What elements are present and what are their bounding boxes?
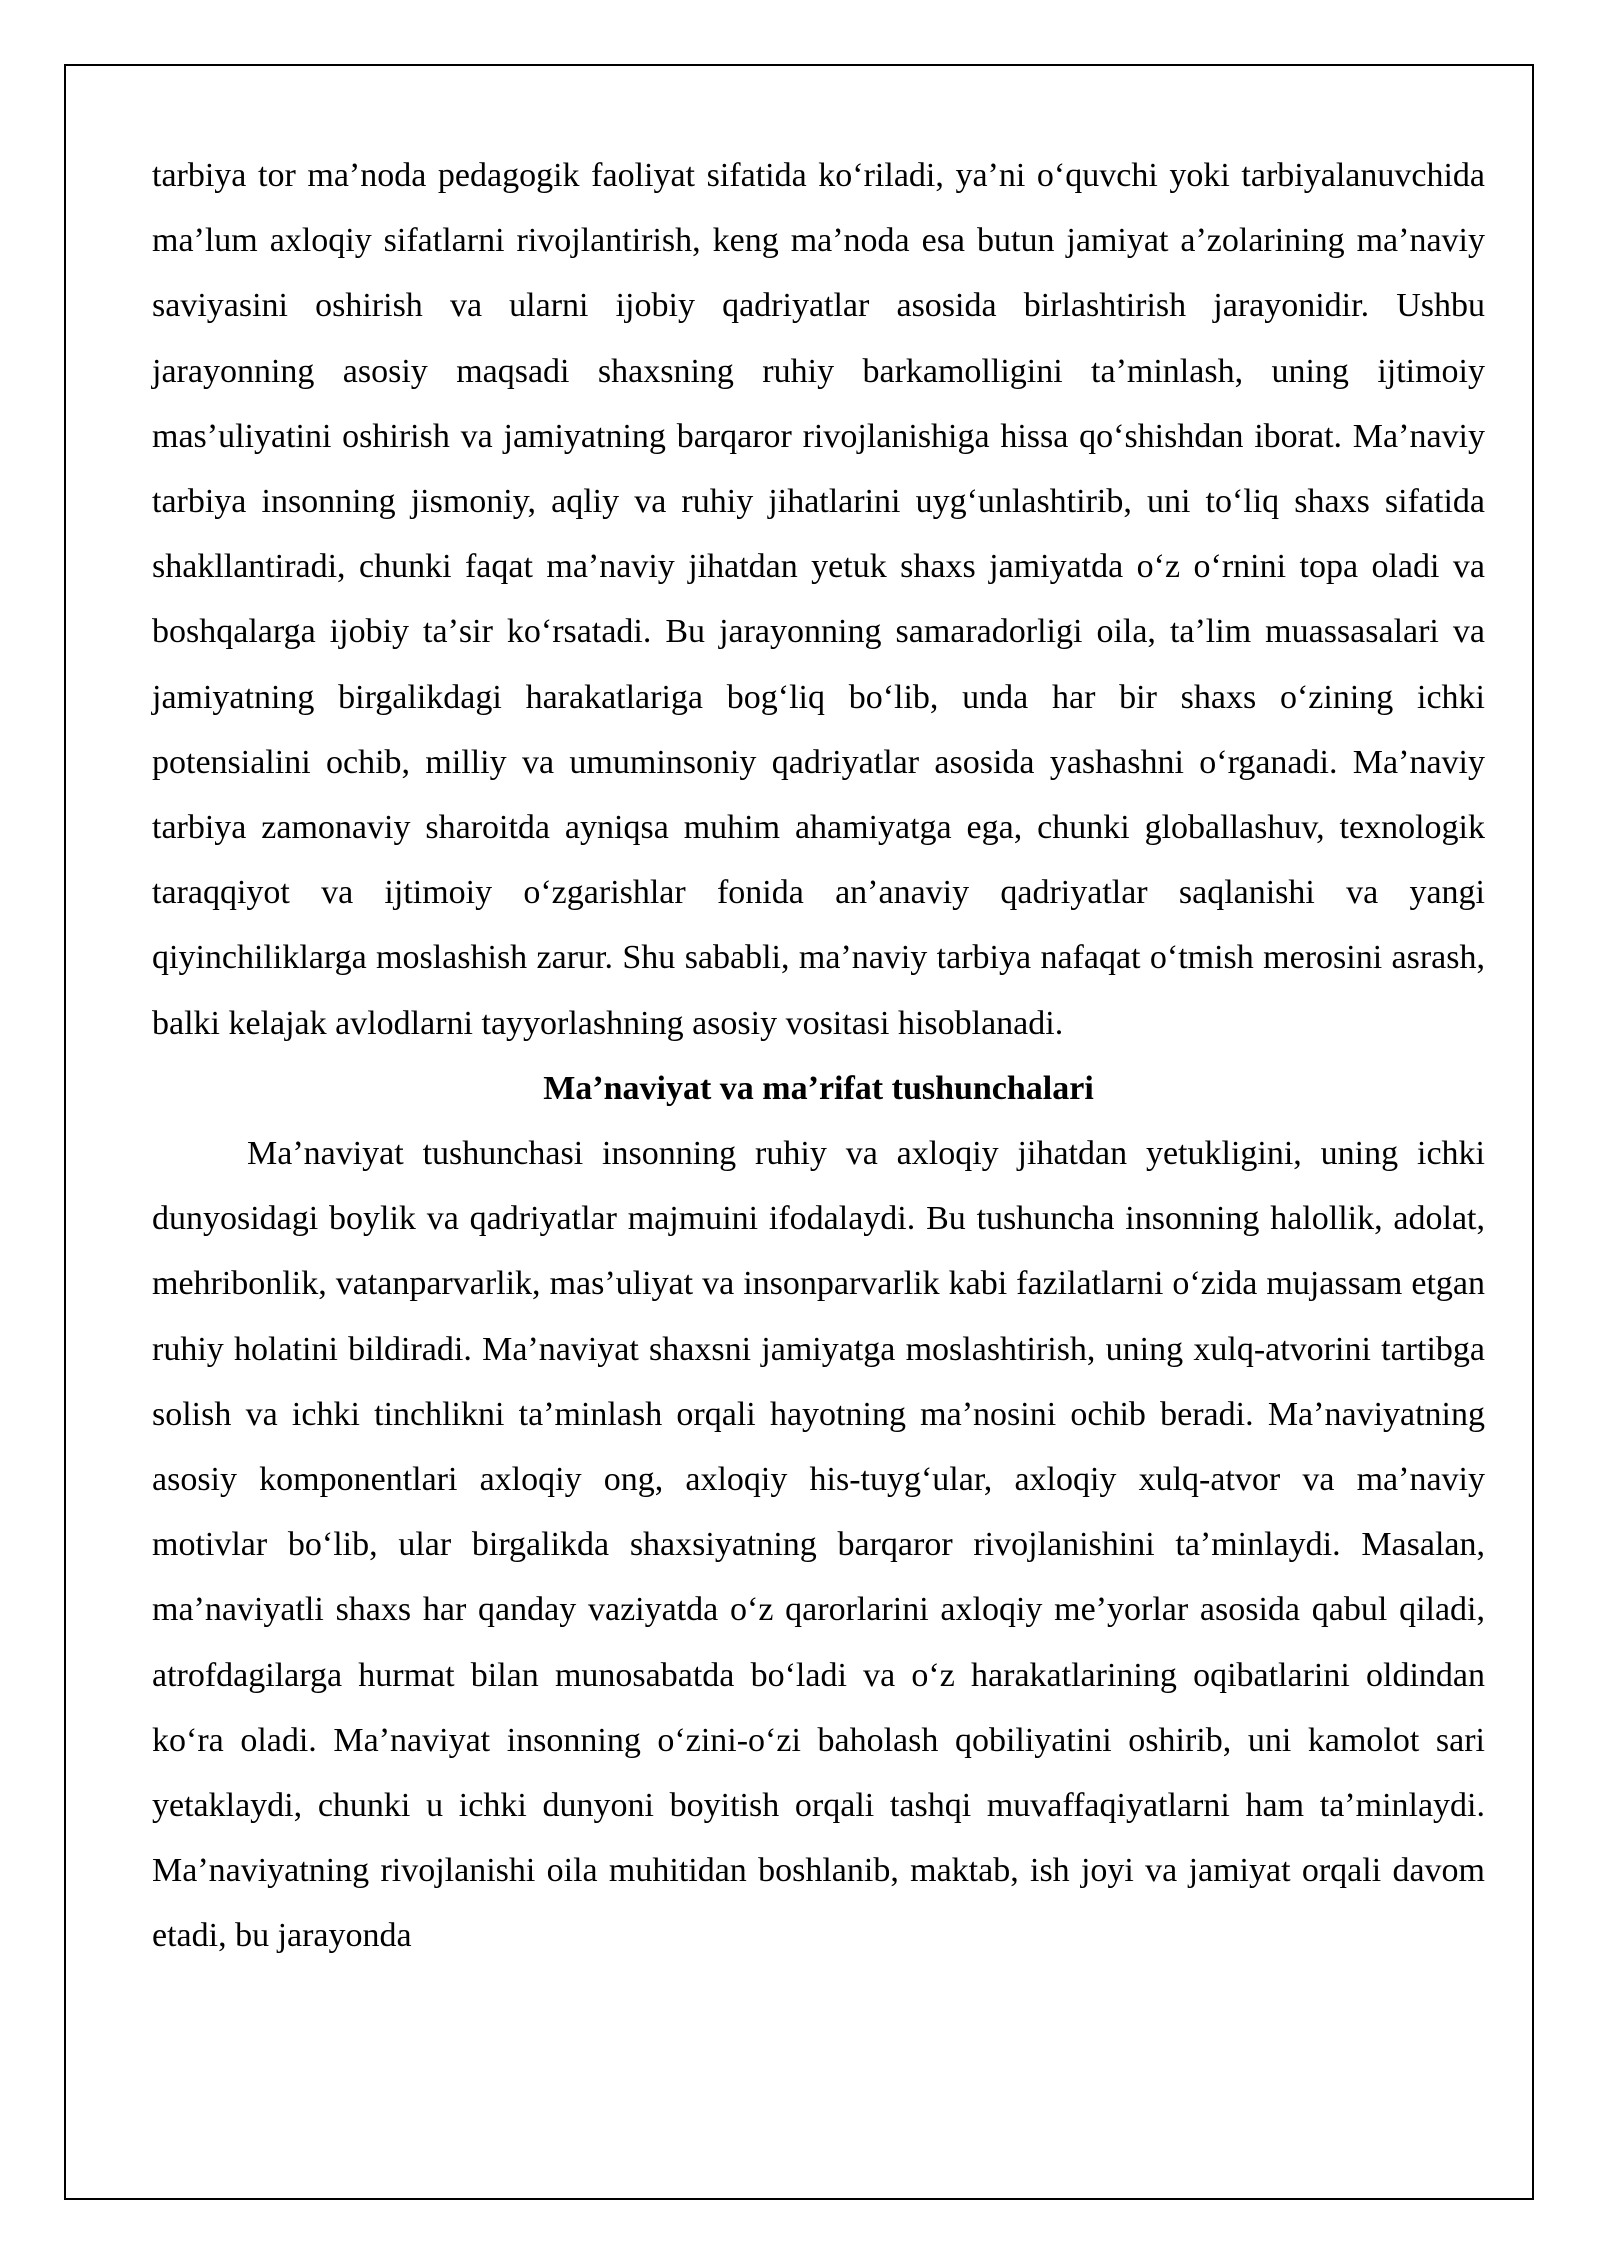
paragraph-1: tarbiya tor maʼnoda pedagogik faoliyat sifatida koʻriladi, yaʼni oʻquvchi yoki tarbiyalanuvchida maʼlum axloqiy sifatlarni rivojlantirish, keng maʼnoda esa butun jamiyat aʼzolarining maʼnaviy saviyasini oshirish va ularni ijobiy qadriyatlar asosida birlashtirish jarayonidir. Ushbu jarayonning asosiy maqsadi shaxsning ruhiy barkamolligini taʼminlash, uning ijtimoiy masʼuliyatini oshirish va jamiyatning barqaror rivojlanishiga hissa qoʻshishdan iborat. Maʼnaviy tarbiya insonning jismoniy, aqliy va ruhiy jihatlarini uygʻunlashtirib, uni toʻliq shaxs sifatida shakllantiradi, chunki faqat maʼnaviy jihatdan yetuk shaxs jamiyatda oʻz oʻrnini topa oladi va boshqalarga ijobiy taʼsir koʻrsatadi. Bu jarayonning samaradorligi oila, taʼlim muassasalari va jamiyatning birgalikdagi harakatlariga bogʻliq boʻlib, unda har bir shaxs oʻzining ichki potensialini ochib, milliy va umuminsoniy qadriyatlar asosida yashashni oʻrganadi. Maʼnaviy tarbiya zamonaviy sharoitda ayniqsa muhim ahamiyatga ega, chunki globallashuv, texnologik taraqqiyot va ijtimoiy oʻzgarishlar fonida anʼanaviy qadriyatlar saqlanishi va yangi qiyinchiliklarga moslashish zarur. Shu sababli, maʼnaviy tarbiya nafaqat oʻtmish merosini asrash, balki kelajak avlodlarni tayyorlashning asosiy vositasi hisoblanadi. — [152, 157, 1485, 1042]
section-heading: Maʼnaviyat va maʼrifat tushunchalari — [543, 1069, 1094, 1107]
paragraph-2: Maʼnaviyat tushunchasi insonning ruhiy va axloqiy jihatdan yetukligini, uning ichki dunyosidagi boylik va qadriyatlar majmuini ifodalaydi. Bu tushuncha insonning halollik, adolat, mehribonlik, vatanparvarlik, masʼuliyat va insonparvarlik kabi fazilatlarni oʻzida mujassam etgan ruhiy holatini bildiradi. Maʼnaviyat shaxsni jamiyatga moslashtirish, uning xulq-atvorini tartibga solish va ichki tinchlikni taʼminlash orqali hayotning maʼnosini ochib beradi. Maʼnaviyatning asosiy komponentlari axloqiy ong, axloqiy his-tuygʻular, axloqiy xulq-atvor va maʼnaviy motivlar boʻlib, ular birgalikda shaxsiyatning barqaror rivojlanishini taʼminlaydi. Masalan, maʼnaviyatli shaxs har qanday vaziyatda oʻz qarorlarini axloqiy meʼyorlar asosida qabul qiladi, atrofdagilarga hurmat bilan munosabatda boʻladi va oʻz harakatlarining oqibatlarini oldindan koʻra oladi. Maʼnaviyat insonning oʻzini-oʻzi baholash qobiliyatini oshirib, uni kamolot sari yetaklaydi, chunki u ichki dunyoni boyitish orqali tashqi muvaffaqiyatlarni ham taʼminlaydi. Maʼnaviyatning rivojlanishi oila muhitidan boshlanib, maktab, ish joyi va jamiyat orqali davom etadi, bu jarayonda — [152, 1135, 1485, 1955]
document-body — [152, 143, 1485, 1969]
